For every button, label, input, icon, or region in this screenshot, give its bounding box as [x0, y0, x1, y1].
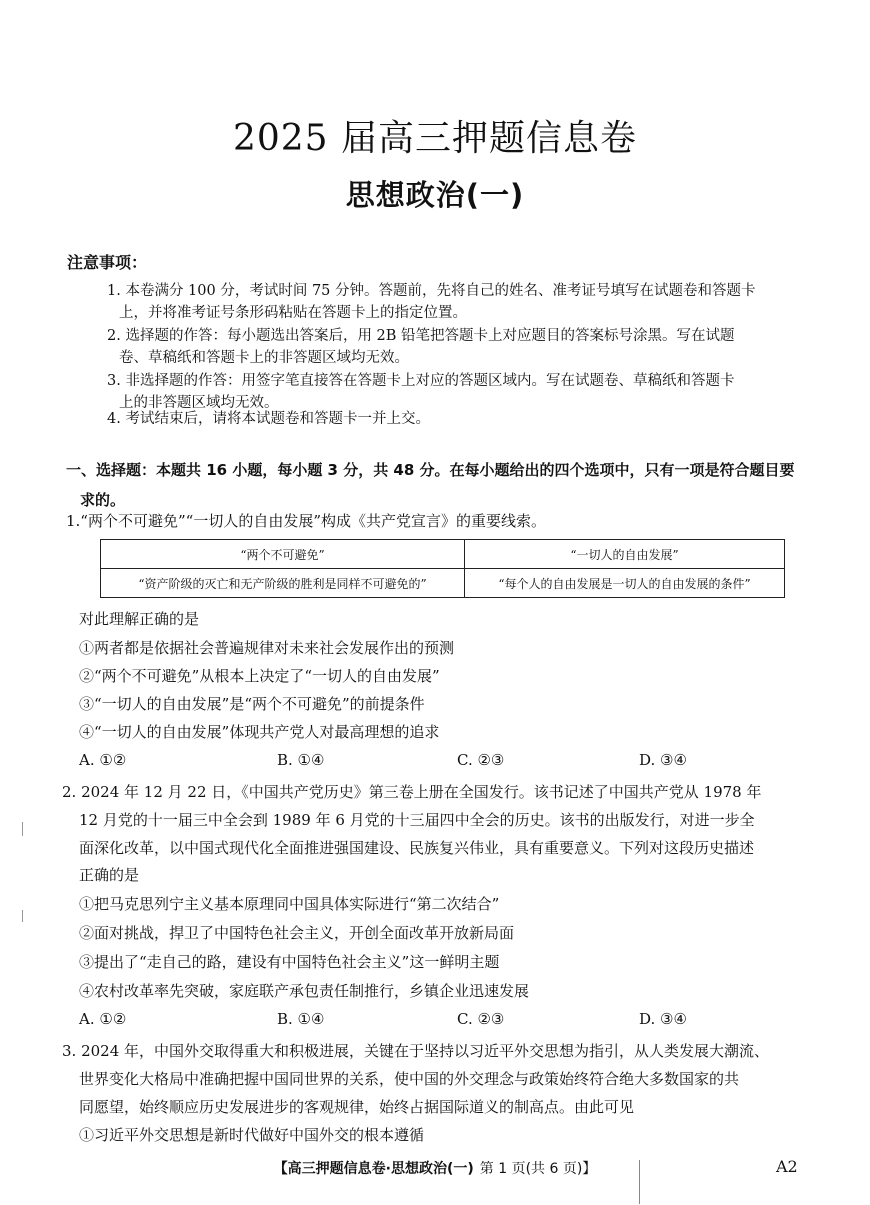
footer-divider [639, 1160, 640, 1204]
notice-line: 2. 选择题的作答：每小题选出答案后，用 2B 铅笔把答题卡上对应题目的答案标号涂黑。写在试题 [107, 328, 735, 344]
question-stem: 1.“两个不可避免”“一切人的自由发展”构成《共产党宣言》的重要线索。 [66, 512, 546, 530]
margin-mark [22, 910, 23, 922]
question-stem: 世界变化大格局中准确把握中国同世界的关系，使中国的外交理念与政策始终符合绝大多数国家的共 [79, 1070, 740, 1088]
section-line: 求的。 [80, 491, 126, 509]
table-header: “一切人的自由发展” [465, 540, 785, 569]
table-header: “两个不可避免” [101, 540, 465, 569]
footer-brand: 【高三押题信息卷·思想政治(一) [273, 1161, 474, 1177]
statement: ②面对挑战，捍卫了中国特色社会主义，开创全面改革开放新局面 [79, 924, 515, 942]
option-d[interactable]: D. ③④ [639, 1010, 687, 1028]
notice-item [107, 280, 756, 324]
statement: ②“两个不可避免”从根本上决定了“一切人的自由发展” [79, 667, 440, 685]
question-stem: 3. 2024 年，中国外交取得重大和积极进展，关键在于坚持以习近平外交思想为指引，从人类发展大潮流、 [62, 1042, 770, 1060]
statement: ①习近平外交思想是新时代做好中国外交的根本遵循 [79, 1126, 425, 1144]
exam-title: 2025 届高三押题信息卷 [232, 118, 638, 159]
question-prompt: 对此理解正确的是 [79, 610, 200, 628]
notice-line: 卷、草稿纸和答题卡上的非答题区域均无效。 [119, 350, 409, 366]
table-cell: “每个人的自由发展是一切人的自由发展的条件” [465, 569, 785, 598]
option-b[interactable]: B. ①④ [277, 1010, 325, 1028]
question-stem: 面深化改革，以中国式现代化全面推进强国建设、民族复兴伟业，具有重要意义。下列对这段历史描述 [79, 839, 755, 857]
statement: ③提出了“走自己的路，建设有中国特色社会主义”这一鲜明主题 [79, 953, 500, 971]
option-d[interactable]: D. ③④ [639, 751, 687, 769]
table-cell: “资产阶级的灭亡和无产阶级的胜利是同样不可避免的” [101, 569, 465, 598]
question-stem: 正确的是 [79, 866, 140, 884]
table-row [101, 569, 785, 598]
question-stem: 2. 2024 年 12 月 22 日，《中国共产党历史》第三卷上册在全国发行。该书记述了中国共产党从 1978 年 [62, 783, 762, 801]
statement: ④农村改革率先突破，家庭联产承包责任制推行，乡镇企业迅速发展 [79, 982, 530, 1000]
statement: ④“一切人的自由发展”体现共产党人对最高理想的追求 [79, 723, 440, 741]
notice-item [107, 325, 735, 369]
option-a[interactable]: A. ①② [79, 751, 127, 769]
notice-line: 1. 本卷满分 100 分，考试时间 75 分钟。答题前，先将自己的姓名、准考证号填写在试题卷和答题卡 [107, 283, 756, 299]
section-heading [66, 455, 811, 515]
notice-line: 上，并将准考证号条形码粘贴在答题卡上的指定位置。 [119, 305, 467, 321]
exam-subtitle: 思想政治(一) [345, 178, 525, 212]
section-line: 一、选择题：本题共 16 小题，每小题 3 分，共 48 分。在每小题给出的四个选项中，只有一项是符合题目要 [66, 461, 795, 479]
statement: ③“一切人的自由发展”是“两个不可避免”的前提条件 [79, 695, 425, 713]
table-row [101, 540, 785, 569]
notice-line: 上的非答题区域均无效。 [119, 395, 279, 411]
paper-code: A2 [776, 1157, 798, 1176]
notice-item [107, 408, 430, 430]
quote-table [100, 539, 785, 598]
question-stem: 12 月党的十一届三中全会到 1989 年 6 月党的十三届四中全会的历史。该书的出版发行，对进一步全 [79, 811, 755, 829]
notice-heading: 注意事项： [67, 253, 148, 272]
option-b[interactable]: B. ①④ [277, 751, 325, 769]
statement: ①把马克思列宁主义基本原理同中国具体实际进行“第二次结合” [79, 895, 500, 913]
notice-line: 3. 非选择题的作答：用签字笔直接答在答题卡上对应的答题区域内。写在试题卷、草稿纸和答题卡 [107, 373, 735, 389]
option-a[interactable]: A. ①② [79, 1010, 127, 1028]
margin-mark [22, 822, 23, 836]
option-c[interactable]: C. ②③ [457, 1010, 505, 1028]
statement: ①两者都是依据社会普遍规律对未来社会发展作出的预测 [79, 639, 455, 657]
option-c[interactable]: C. ②③ [457, 751, 505, 769]
page-footer [0, 1158, 870, 1178]
question-stem: 同愿望，始终顺应历史发展进步的客观规律，始终占据国际道义的制高点。由此可见 [79, 1098, 635, 1116]
notice-line: 4. 考试结束后，请将本试题卷和答题卡一并上交。 [107, 411, 430, 427]
footer-page-number: 第 1 页(共 6 页)】 [479, 1161, 597, 1177]
